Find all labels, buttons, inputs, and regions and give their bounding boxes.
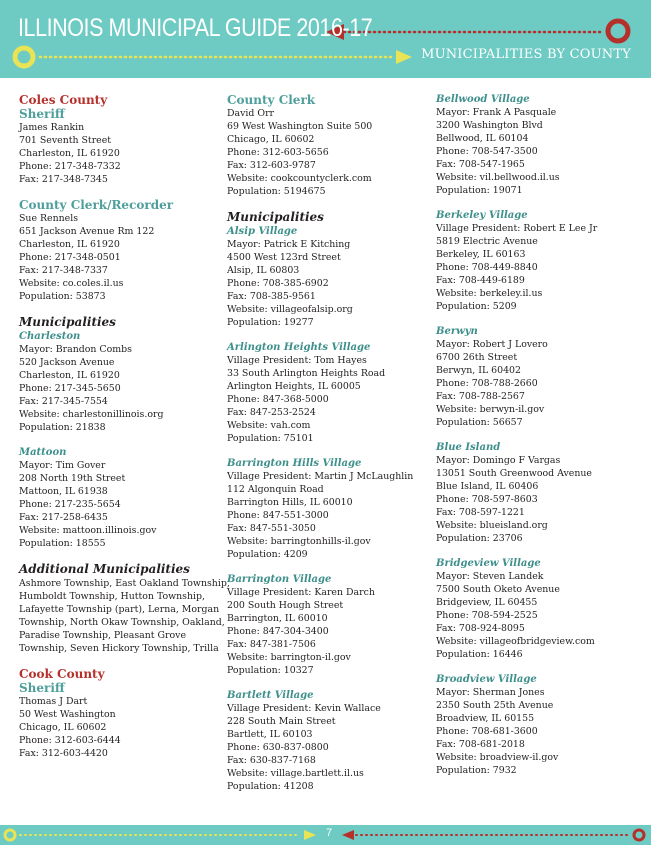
contact-line: Village President: Karen Darch	[227, 587, 375, 598]
contact-line: Fax: 217-258-6435	[19, 512, 108, 523]
contact-line: Phone: 708-547-3500	[436, 146, 538, 157]
contact-block	[227, 470, 432, 561]
contact-line: Phone: 312-603-6444	[19, 735, 121, 746]
contact-line: Chicago, IL 60602	[19, 722, 107, 733]
contact-line: Phone: 217-348-0501	[19, 252, 121, 263]
contact-line: Fax: 708-924-8095	[436, 623, 525, 634]
contact-line: 651 Jackson Avenue Rm 122	[19, 226, 155, 237]
contact-line: Chicago, IL 60602	[227, 134, 315, 145]
contact-line: Berwyn, IL 60402	[436, 365, 521, 376]
contact-line: Phone: 708-385-6902	[227, 278, 329, 289]
municipality-name: Bellwood Village	[436, 94, 530, 105]
municipality-name: Broadview Village	[436, 674, 537, 685]
contact-line: Mayor: Sherman Jones	[436, 687, 545, 698]
contact-block	[436, 338, 641, 429]
contact-line: James Rankin	[19, 122, 85, 133]
page-subtitle: MUNICIPALITIES BY COUNTY	[421, 47, 631, 62]
contact-line: 701 Seventh Street	[19, 135, 112, 146]
contact-line: Fax: 708-547-1965	[436, 159, 525, 170]
contact-line: Bellwood, IL 60104	[436, 133, 529, 144]
contact-line: Village President: Kevin Wallace	[227, 703, 381, 714]
contact-line: Phone: 708-681-3600	[436, 726, 538, 737]
municipality-name: Arlington Heights Village	[227, 342, 371, 353]
contact-line: Alsip, IL 60803	[227, 265, 300, 276]
contact-block	[227, 702, 432, 793]
contact-line: Mayor: Steven Landek	[436, 571, 544, 582]
contact-line: Phone: 708-594-2525	[436, 610, 538, 621]
contact-line: Village President: Martin J McLaughlin	[227, 471, 414, 482]
county-heading: Coles County	[19, 93, 108, 107]
contact-block	[227, 354, 432, 445]
municipality-name: Barrington Village	[227, 574, 332, 585]
contact-line: 112 Algonquin Road	[227, 484, 324, 495]
contact-line: 4500 West 123rd Street	[227, 252, 341, 263]
contact-line: Fax: 217-348-7337	[19, 265, 108, 276]
office-heading: County Clerk	[227, 93, 316, 107]
contact-line: Phone: 847-304-3400	[227, 626, 329, 637]
contact-line: Fax: 847-253-2524	[227, 407, 316, 418]
contact-line: Village President: Tom Hayes	[227, 355, 367, 366]
contact-line: Population: 56657	[436, 417, 523, 428]
contact-line: Population: 21838	[19, 422, 106, 433]
contact-line: Phone: 217-345-5650	[19, 383, 121, 394]
contact-line: 520 Jackson Avenue	[19, 357, 115, 368]
contact-line: 5819 Electric Avenue	[436, 236, 538, 247]
contact-line: Fax: 630-837-7168	[227, 755, 316, 766]
contact-line: Population: 10327	[227, 665, 314, 676]
contact-line: Township, North Okaw Township, Oakland,	[19, 617, 225, 628]
section-heading: Additional Municipalities	[19, 562, 190, 576]
page-title: ILLINOIS MUNICIPAL GUIDE 2016-17	[18, 14, 373, 42]
contact-line: Website: villageofbridgeview.com	[436, 636, 595, 647]
contact-line: Fax: 708-597-1221	[436, 507, 525, 518]
contact-line: 69 West Washington Suite 500	[227, 121, 373, 132]
contact-line: Mattoon, IL 61938	[19, 486, 108, 497]
contact-line: Fax: 708-788-2567	[436, 391, 525, 402]
contact-line: Fax: 217-345-7554	[19, 396, 108, 407]
contact-block	[19, 212, 224, 303]
contact-line: Website: co.coles.il.us	[19, 278, 124, 289]
office-heading: Sheriff	[19, 107, 65, 121]
contact-line: Berkeley, IL 60163	[436, 249, 526, 260]
contact-line: Website: vil.bellwood.il.us	[436, 172, 560, 183]
contact-block	[19, 459, 224, 550]
contact-line: David Orr	[227, 108, 275, 119]
yellow-arrow-icon	[304, 830, 316, 840]
contact-line: Barrington, IL 60010	[227, 613, 328, 624]
contact-line: Fax: 217-348-7345	[19, 174, 108, 185]
contact-line: 7500 South Oketo Avenue	[436, 584, 560, 595]
contact-line: Fax: 847-381-7506	[227, 639, 316, 650]
contact-block	[227, 238, 432, 329]
municipality-name: Blue Island	[436, 442, 501, 453]
column-1	[19, 93, 230, 760]
contact-line: Barrington Hills, IL 60010	[227, 497, 353, 508]
contact-line: Phone: 630-837-0800	[227, 742, 329, 753]
municipality-name: Bridgeview Village	[436, 558, 541, 569]
municipality-list	[227, 225, 432, 793]
contact-line: Mayor: Domingo F Vargas	[436, 455, 561, 466]
contact-line: 33 South Arlington Heights Road	[227, 368, 386, 379]
contact-line: Charleston, IL 61920	[19, 239, 120, 250]
contact-line: Population: 16446	[436, 649, 523, 660]
contact-line: Population: 7932	[436, 765, 517, 776]
contact-line: Mayor: Tim Gover	[19, 460, 106, 471]
contact-line: Township, Seven Hickory Township, Trilla	[19, 643, 219, 654]
contact-line: Website: berwyn-il.gov	[436, 404, 545, 415]
contact-line: Population: 4209	[227, 549, 308, 560]
municipality-name: Berwyn	[436, 326, 478, 337]
yellow-arrow-icon	[396, 50, 412, 64]
contact-line: 50 West Washington	[19, 709, 116, 720]
contact-line: Population: 53873	[19, 291, 106, 302]
contact-line: Ashmore Township, East Oakland Township,	[19, 578, 230, 589]
contact-line: 6700 26th Street	[436, 352, 518, 363]
contact-line: Population: 5209	[436, 301, 517, 312]
contact-line: Website: barringtonhills-il.gov	[227, 536, 371, 547]
municipality-name: Barrington Hills Village	[227, 458, 362, 469]
contact-block	[19, 695, 224, 760]
section-heading: Municipalities	[19, 315, 116, 329]
page-number: 7	[325, 827, 333, 839]
contact-block	[227, 107, 432, 198]
contact-block	[436, 454, 641, 545]
section-heading: Municipalities	[227, 210, 324, 224]
red-ring-icon	[608, 21, 628, 41]
contact-line: Phone: 217-348-7332	[19, 161, 121, 172]
additional-municipalities-list	[19, 577, 230, 655]
contact-line: Fax: 847-551-3050	[227, 523, 316, 534]
contact-line: Arlington Heights, IL 60005	[227, 381, 361, 392]
contact-line: Website: blueisland.org	[436, 520, 548, 531]
contact-line: Population: 19071	[436, 185, 523, 196]
municipality-list	[436, 93, 641, 777]
contact-line: Fax: 708-385-9561	[227, 291, 316, 302]
contact-line: Phone: 312-603-5656	[227, 147, 329, 158]
contact-line: Website: berkeley.il.us	[436, 288, 543, 299]
contact-line: Population: 5194675	[227, 186, 326, 197]
office-heading: Sheriff	[19, 681, 65, 695]
contact-line: Thomas J Dart	[19, 696, 88, 707]
contact-line: Population: 18555	[19, 538, 106, 549]
contact-line: Phone: 708-449-8840	[436, 262, 538, 273]
contact-line: Population: 23706	[436, 533, 523, 544]
red-ring-icon	[634, 830, 644, 840]
contact-line: Sue Rennels	[19, 213, 79, 224]
office-heading: County Clerk/Recorder	[19, 198, 174, 212]
contact-line: Website: mattoon.illinois.gov	[19, 525, 157, 536]
municipality-name: Bartlett Village	[227, 690, 314, 701]
contact-line: Phone: 847-551-3000	[227, 510, 329, 521]
contact-block	[436, 222, 641, 313]
contact-line: Lafayette Township (part), Lerna, Morgan	[19, 604, 220, 615]
contact-line: Bridgeview, IL 60455	[436, 597, 538, 608]
contact-block	[227, 586, 432, 677]
contact-line: Mayor: Robert J Lovero	[436, 339, 548, 350]
contact-line: Fax: 312-603-9787	[227, 160, 316, 171]
contact-line: Charleston, IL 61920	[19, 370, 120, 381]
yellow-ring-icon	[5, 830, 15, 840]
contact-line: Population: 75101	[227, 433, 314, 444]
contact-line: Village President: Robert E Lee Jr	[436, 223, 598, 234]
contact-line: Website: vah.com	[227, 420, 311, 431]
red-arrow-icon	[342, 830, 354, 840]
contact-line: Population: 41208	[227, 781, 314, 792]
contact-block	[19, 343, 224, 434]
county-heading: Cook County	[19, 667, 105, 681]
contact-line: Phone: 847-368-5000	[227, 394, 329, 405]
contact-line: Website: villageofalsip.org	[227, 304, 353, 315]
contact-line: 200 South Hough Street	[227, 600, 344, 611]
contact-line: 3200 Washington Blvd	[436, 120, 543, 131]
contact-line: Mayor: Patrick E Kitching	[227, 239, 351, 250]
contact-block	[19, 121, 224, 186]
contact-line: Phone: 217-235-5654	[19, 499, 121, 510]
contact-line: Broadview, IL 60155	[436, 713, 535, 724]
column-3	[436, 93, 641, 777]
page-footer	[0, 825, 651, 845]
contact-block	[436, 570, 641, 661]
contact-line: Phone: 708-597-8603	[436, 494, 538, 505]
municipality-name: Charleston	[19, 331, 81, 342]
page-header	[0, 0, 651, 78]
contact-line: Humboldt Township, Hutton Township,	[19, 591, 206, 602]
municipality-name: Alsip Village	[227, 226, 298, 237]
contact-block	[436, 106, 641, 197]
contact-line: 13051 South Greenwood Avenue	[436, 468, 592, 479]
contact-line: Website: broadview-il.gov	[436, 752, 559, 763]
contact-line: Website: village.bartlett.il.us	[227, 768, 364, 779]
contact-line: 208 North 19th Street	[19, 473, 126, 484]
contact-line: Website: charlestonillinois.org	[19, 409, 164, 420]
contact-line: Mayor: Frank A Pasquale	[436, 107, 557, 118]
contact-block	[436, 686, 641, 777]
contact-line: Fax: 312-603-4420	[19, 748, 108, 759]
contact-line: Charleston, IL 61920	[19, 148, 120, 159]
column-2	[227, 93, 432, 793]
contact-line: 2350 South 25th Avenue	[436, 700, 554, 711]
contact-line: Website: cookcountyclerk.com	[227, 173, 372, 184]
contact-line: Bartlett, IL 60103	[227, 729, 313, 740]
contact-line: Population: 19277	[227, 317, 314, 328]
contact-line: Website: barrington-il.gov	[227, 652, 351, 663]
contact-line: Fax: 708-681-2018	[436, 739, 525, 750]
contact-line: 228 South Main Street	[227, 716, 336, 727]
contact-line: Paradise Township, Pleasant Grove	[19, 630, 187, 641]
yellow-ring-icon	[15, 48, 33, 66]
contact-line: Phone: 708-788-2660	[436, 378, 538, 389]
contact-line: Mayor: Brandon Combs	[19, 344, 132, 355]
municipality-name: Mattoon	[19, 447, 67, 458]
contact-line: Fax: 708-449-6189	[436, 275, 525, 286]
contact-line: Blue Island, IL 60406	[436, 481, 539, 492]
municipality-name: Berkeley Village	[436, 210, 528, 221]
